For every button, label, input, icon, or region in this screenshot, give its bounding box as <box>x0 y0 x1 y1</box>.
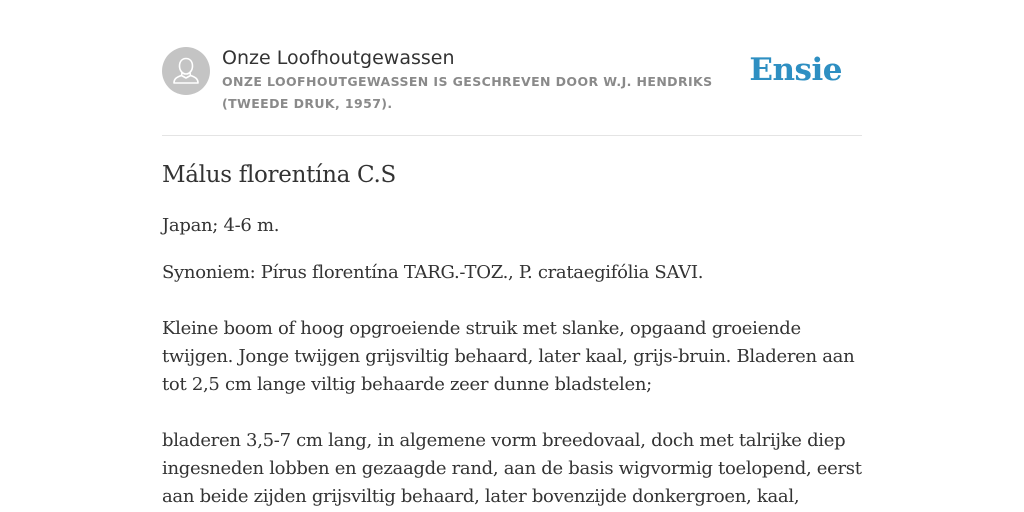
header-divider <box>162 135 862 136</box>
user-icon <box>162 47 210 95</box>
header <box>162 46 862 116</box>
page <box>162 0 862 512</box>
brand-logo[interactable]: Ensie <box>749 52 842 88</box>
publication-description: ONZE LOOFHOUTGEWASSEN IS GESCHREVEN DOOR W.J. HENDRIKS (TWEEDE DRUK, 1957). <box>222 74 713 111</box>
paragraph-synonym: Synoniem: Pírus florentína TARG.-TOZ., P. crataegifólia SAVI. <box>162 262 704 283</box>
article-title: Málus florentína C.S <box>162 162 396 188</box>
avatar[interactable] <box>162 47 210 95</box>
paragraph-origin: Japan; 4-6 m. <box>162 215 280 236</box>
paragraph-description: Kleine boom of hoog opgroeiende struik met slanke, opgaand groeiende twijgen. Jonge twijgen grijsviltig behaard, later kaal, grijs-bruin. Bladeren aan tot 2,5 cm lange viltig behaarde zeer dunne bladstelen; <box>162 318 855 395</box>
paragraph-leaves: bladeren 3,5-7 cm lang, in algemene vorm breedovaal, doch met talrijke diep ingesneden lobben en gezaagde rand, aan de basis wigvormig toelopend, eerst aan beide zijden grijsviltig behaard, later bovenzijde donkergroen, kaal, <box>162 430 862 507</box>
publication-title[interactable]: Onze Loofhoutgewassen <box>222 47 455 69</box>
